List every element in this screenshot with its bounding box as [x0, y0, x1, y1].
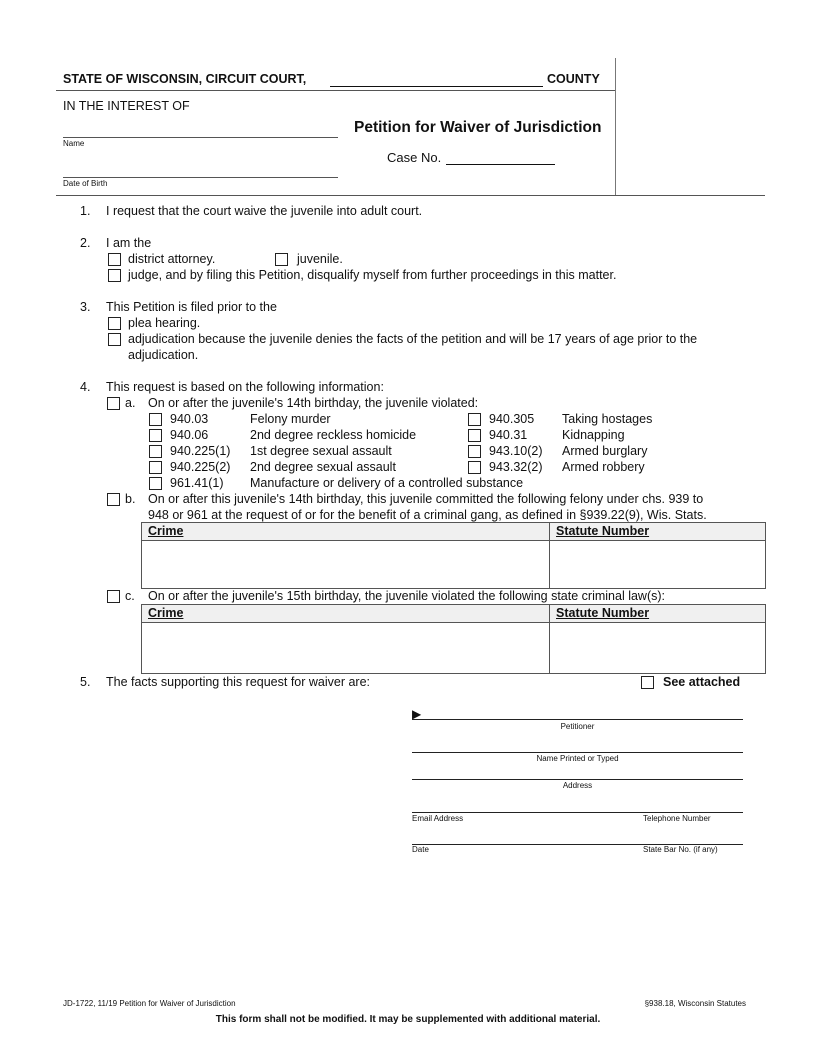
item-4-text: This request is based on the following information: — [106, 380, 384, 394]
adjudication-label: adjudication because the juvenile denies the facts of the petition and will be 17 years of age prior to the — [128, 332, 698, 346]
offense-desc: Armed burglary — [562, 444, 648, 458]
option-a-letter: a. — [125, 396, 136, 410]
offense-checkbox[interactable] — [149, 445, 162, 458]
county-field[interactable] — [330, 86, 543, 87]
statute-code: 940.305 — [489, 412, 535, 426]
address-field[interactable] — [412, 779, 743, 780]
judge-label: judge, and by filing this Petition, disqualify myself from further proceedings in this matter. — [128, 268, 617, 282]
item-number: 3. — [80, 300, 91, 314]
item-3-text: This Petition is filed prior to the — [106, 300, 277, 314]
offense-desc: Kidnapping — [562, 428, 625, 442]
statute-code: 940.31 — [489, 428, 528, 442]
juvenile-checkbox[interactable] — [275, 253, 288, 266]
item-2-text: I am the — [106, 236, 152, 250]
see-attached-label: See attached — [663, 675, 741, 689]
option-a-checkbox[interactable] — [107, 397, 120, 410]
offense-checkbox[interactable] — [468, 429, 481, 442]
divider — [56, 90, 615, 91]
plea-hearing-checkbox[interactable] — [108, 317, 121, 330]
sign-here-arrow-icon: ▶ — [412, 707, 422, 721]
offense-checkbox[interactable] — [468, 461, 481, 474]
form-id: JD-1722, 11/19 Petition for Waiver of Jurisdiction — [63, 999, 236, 1008]
name-label: Name — [63, 139, 85, 148]
criminal-law-table — [141, 604, 766, 674]
statute-reference: §938.18, Wisconsin Statutes — [644, 999, 746, 1008]
district-attorney-label: district attorney. — [128, 252, 216, 266]
plea-hearing-label: plea hearing. — [128, 316, 201, 330]
petitioner-signature-field[interactable] — [412, 719, 743, 720]
item-number: 2. — [80, 236, 91, 250]
email-label: Email Address — [412, 814, 464, 823]
offense-desc: 2nd degree reckless homicide — [250, 428, 417, 442]
option-c-text: On or after the juvenile's 15th birthday, the juvenile violated the following state criminal law(s): — [148, 589, 665, 603]
see-attached-checkbox[interactable] — [641, 676, 654, 689]
telephone-label: Telephone Number — [643, 814, 711, 823]
statute-code: 940.06 — [170, 428, 209, 442]
petitioner-label: Petitioner — [560, 722, 595, 731]
crime-field[interactable] — [142, 623, 548, 673]
crime-column-header: Crime — [148, 606, 184, 620]
address-label: Address — [562, 781, 593, 790]
item-1-text: I request that the court waive the juvenile into adult court. — [106, 204, 423, 218]
offense-desc: 1st degree sexual assault — [250, 444, 392, 458]
adjudication-label-cont: adjudication. — [128, 348, 199, 362]
name-field[interactable] — [63, 137, 338, 138]
option-c-checkbox[interactable] — [107, 590, 120, 603]
juvenile-label: juvenile. — [297, 252, 343, 266]
item-number: 1. — [80, 204, 91, 218]
divider — [56, 195, 765, 196]
table-header — [142, 523, 765, 541]
modification-notice: This form shall not be modified. It may be supplemented with additional material. — [215, 1014, 601, 1025]
offense-checkbox[interactable] — [149, 461, 162, 474]
caption-divider — [615, 58, 616, 195]
statute-column-header: Statute Number — [556, 524, 650, 538]
crime-column-header: Crime — [148, 524, 184, 538]
table-header — [142, 605, 765, 623]
statute-code: 943.32(2) — [489, 460, 543, 474]
item-5-text: The facts supporting this request for waiver are: — [106, 675, 371, 689]
option-b-checkbox[interactable] — [107, 493, 120, 506]
option-b-text: On or after this juvenile's 14th birthday, this juvenile committed the following felony under chs. 939 to — [148, 492, 704, 506]
statute-code: 943.10(2) — [489, 444, 543, 458]
offense-checkbox[interactable] — [468, 445, 481, 458]
date-label: Date — [412, 845, 429, 854]
case-no-label: Case No. — [387, 150, 442, 165]
option-b-letter: b. — [125, 492, 136, 506]
case-no-field[interactable] — [446, 164, 555, 165]
adjudication-checkbox[interactable] — [108, 333, 121, 346]
statute-field[interactable] — [550, 541, 764, 588]
offense-desc: 2nd degree sexual assault — [250, 460, 396, 474]
option-c-letter: c. — [125, 589, 135, 603]
offense-checkbox[interactable] — [149, 429, 162, 442]
district-attorney-checkbox[interactable] — [108, 253, 121, 266]
statute-code: 940.225(2) — [170, 460, 231, 474]
item-number: 4. — [80, 380, 91, 394]
crime-field[interactable] — [142, 541, 548, 588]
statute-column-header: Statute Number — [556, 606, 650, 620]
statute-code: 940.225(1) — [170, 444, 231, 458]
judge-checkbox[interactable] — [108, 269, 121, 282]
option-b-text-cont: 948 or 961 at the request of or for the benefit of a criminal gang, as defined in §939.22(9), Wis. Stats. — [148, 508, 707, 522]
offense-desc: Felony murder — [250, 412, 331, 426]
dob-label: Date of Birth — [63, 179, 108, 188]
statute-code: 961.41(1) — [170, 476, 224, 490]
item-number: 5. — [80, 675, 91, 689]
option-a-text: On or after the juvenile's 14th birthday, the juvenile violated: — [148, 396, 479, 410]
dob-field[interactable] — [63, 177, 338, 178]
gang-crime-table — [141, 522, 766, 589]
name-printed-label: Name Printed or Typed — [536, 754, 619, 763]
county-label: COUNTY — [547, 72, 600, 86]
statute-field[interactable] — [550, 623, 764, 673]
offense-checkbox[interactable] — [149, 477, 162, 490]
offense-desc: Manufacture or delivery of a controlled substance — [250, 476, 524, 490]
offense-checkbox[interactable] — [468, 413, 481, 426]
page-title: Petition for Waiver of Jurisdiction — [354, 119, 602, 136]
offense-desc: Armed robbery — [562, 460, 645, 474]
state-bar-label: State Bar No. (if any) — [643, 845, 718, 854]
offense-checkbox[interactable] — [149, 413, 162, 426]
name-printed-field[interactable] — [412, 752, 743, 753]
court-label: STATE OF WISCONSIN, CIRCUIT COURT, — [63, 72, 307, 86]
offense-desc: Taking hostages — [562, 412, 653, 426]
interest-of-label: IN THE INTEREST OF — [63, 99, 190, 113]
statute-code: 940.03 — [170, 412, 209, 426]
email-phone-field[interactable] — [412, 812, 743, 813]
